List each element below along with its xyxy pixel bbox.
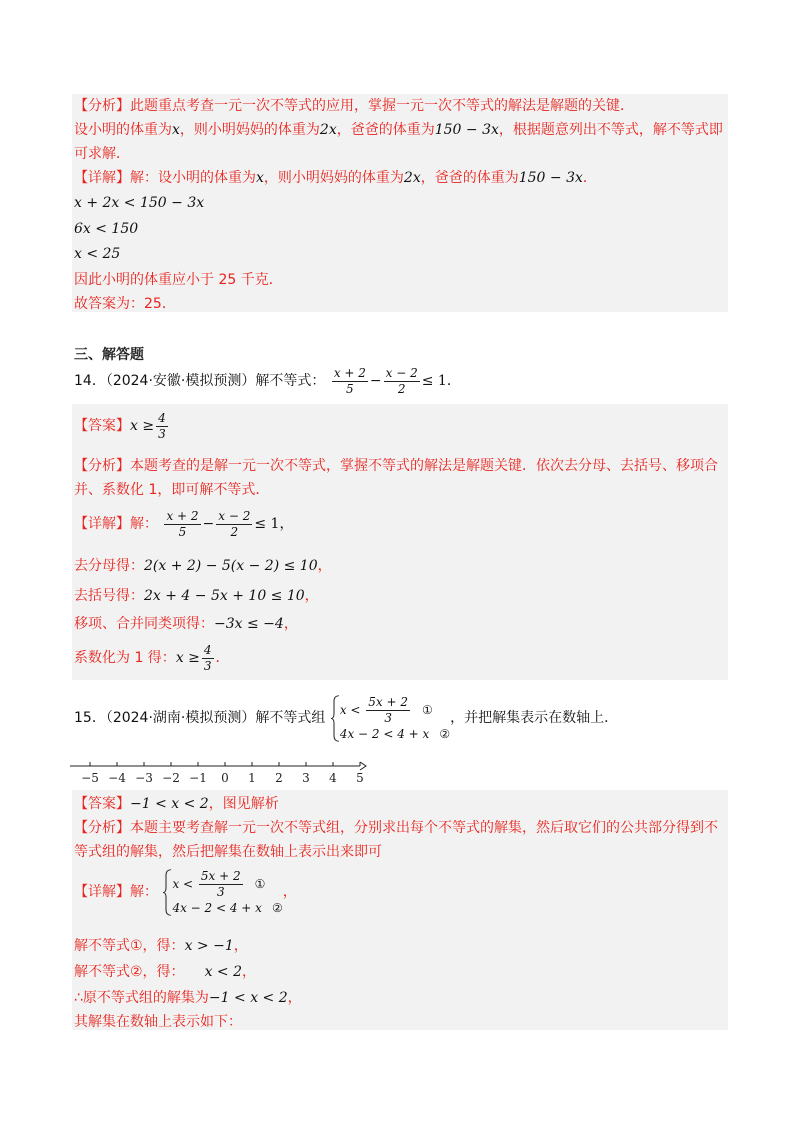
q13-detail-var-x: x: [256, 170, 264, 186]
q14-step4-num: 4: [203, 642, 212, 657]
q14-step2-comma: ，: [304, 588, 319, 604]
q14-detail-line: [74, 506, 293, 542]
q14-answer-tag: 【答案】: [74, 418, 130, 434]
q14-step4-den: 3: [203, 658, 212, 673]
q14-answer-frac: [156, 411, 168, 442]
q14-detail-prefix: 解：: [130, 516, 158, 532]
q15-sol1-expr: x > −1: [184, 938, 234, 954]
q14-frac2-den: 2: [397, 381, 406, 396]
q14-step-4: [74, 640, 230, 676]
q14-analysis-line-1: [74, 456, 718, 476]
q13-step-2: 6x < 150: [74, 221, 139, 237]
q13-step-1: x + 2x < 150 − 3x: [74, 195, 205, 211]
q14-step2-label: 去括号得：: [74, 588, 144, 604]
q14-prompt-frac-1: [332, 366, 368, 397]
q15-answer-tag: 【答案】: [74, 796, 130, 812]
q14-answer-den: 3: [158, 426, 166, 441]
q14-step4-frac: [202, 643, 214, 674]
q15-detail-ineq1-num: 5x + 2: [200, 868, 241, 883]
q13-detail-seg-a: 解：设小明的体重为: [130, 170, 256, 186]
q14-prompt: 解不等式：: [255, 373, 326, 389]
q14-answer-num: 4: [158, 410, 166, 425]
number-line-tick-label: −5: [81, 771, 99, 785]
q13-analysis-line-3: [74, 144, 130, 164]
q15-mark-1: ①: [422, 702, 433, 717]
q15-analysis-text: 本题主要考查解一元一次不等式组，分别求出每个不等式的解集，然后取它们的公共部分得到不: [130, 820, 718, 836]
q15-detail-ineq1-lhs: x <: [172, 876, 194, 891]
section-title: 三、解答题: [74, 347, 144, 363]
q15-ineq1-lhs: x <: [339, 702, 361, 717]
q14-end: ．: [446, 373, 461, 389]
q14-frac1-den: 5: [346, 381, 354, 396]
q14-step1-label: 去分母得：: [74, 558, 144, 574]
number-line-tick-label: 3: [302, 771, 310, 785]
q15-ineq1-den: 3: [384, 710, 392, 725]
q15-ineq-2: [340, 726, 450, 742]
q13-analysis-seg-e: 可求解．: [74, 146, 130, 162]
number-line-tick-label: 2: [275, 771, 283, 785]
q14-detail-frac2-num: x − 2: [218, 508, 251, 523]
q15-prompt: 解不等式组: [255, 710, 326, 726]
q13-analysis-seg-b: ，则小明妈妈的体重为: [179, 122, 320, 138]
q14-step-1: [74, 556, 332, 576]
q15-detail-ineq-1: [172, 869, 282, 900]
number-line: [68, 758, 368, 788]
number-line-ticks: [81, 762, 364, 785]
q15-detail-system: [162, 869, 282, 916]
q15-sol2-expr: x < 2: [204, 964, 242, 980]
q15-sol3-expr: −1 < x < 2: [208, 990, 288, 1006]
q14-prompt-frac-2: [384, 366, 420, 397]
q15-ineq1-num: 5x + 2: [368, 694, 409, 709]
q14-minus: −: [369, 373, 382, 389]
q14-analysis-text: 本题考查的是解一元一次不等式，掌握不等式的解法是解题关键．依次去分母、去括号、移项合: [130, 458, 718, 474]
q14-detail-minus: −: [202, 516, 215, 532]
number-line-tick-label: −2: [162, 771, 180, 785]
q15-detail-ineq-2: [172, 900, 282, 916]
q13-analysis-line-2: [74, 120, 723, 140]
q14-step1-expr: 2(x + 2) − 5(x − 2) ≤ 10: [144, 558, 318, 574]
axis-arrow-icon: [360, 762, 366, 770]
q15-detail-mark-2: ②: [271, 900, 283, 915]
q14-prompt-line: [74, 364, 461, 398]
q14-number: 14．: [74, 373, 106, 389]
q15-analysis-line-2: 等式组的解集，然后把解集在数轴上表示出来即可: [74, 844, 382, 860]
q13-detail-tag: 【详解】: [74, 170, 130, 186]
q15-answer-line: [74, 794, 279, 814]
q15-detail-ineq1-frac: [199, 869, 243, 900]
q13-analysis-line-1: [74, 96, 634, 116]
q13-detail-line: [74, 168, 597, 188]
q13-detail-seg-b: ，则小明妈妈的体重为: [263, 170, 404, 186]
q15-suffix: ，并把解集表示在数轴上．: [450, 710, 619, 726]
q14-step4-label: 系数化为 1 得：: [74, 650, 176, 666]
q14-analysis-tag: 【分析】: [74, 458, 130, 474]
brace-icon: [330, 695, 340, 742]
q15-analysis-line-1: [74, 818, 718, 838]
q13-conclusion: 因此小明的体重应小于 25 千克．: [74, 272, 283, 288]
q15-detail-line: [74, 862, 297, 922]
q15-sol-2: [74, 962, 256, 982]
q14-step1-comma: ，: [317, 558, 332, 574]
q14-detail-frac1-den: 5: [178, 524, 187, 539]
q13-detail-seg-d: ．: [582, 170, 597, 186]
number-line-tick-label: 1: [248, 771, 256, 785]
q15-detail-mark-1: ①: [254, 876, 266, 891]
q15-sol2-comma: ，: [242, 964, 256, 980]
q14-step3-expr: −3x ≤ −4: [214, 616, 284, 632]
q15-source: （2024·湖南·模拟预测）: [105, 710, 256, 726]
q14-step4-end: ．: [215, 650, 230, 666]
q15-sol3-label: ∴原不等式组的解集为: [74, 990, 209, 1006]
q14-step4-lhs: x ≥: [175, 650, 200, 666]
q15-sol3-comma: ，: [287, 990, 302, 1006]
q15-number: 15．: [74, 710, 106, 726]
q15-detail-tag: 【详解】: [74, 884, 130, 900]
q14-step-2: [74, 586, 319, 606]
q14-answer-lhs: x ≥: [130, 418, 155, 434]
number-line-tick-label: 0: [221, 771, 229, 785]
q14-step-3: [74, 614, 298, 634]
q14-analysis-line-2: 并、系数化 1，即可解不等式．: [74, 482, 270, 498]
q15-sol1-label: 解不等式①，得：: [74, 938, 185, 954]
q15-answer-expr: −1 < x < 2: [130, 796, 209, 812]
q13-answer-line: 故答案为：25．: [74, 296, 176, 312]
q15-ineq2-expr: 4x − 2 < 4 + x: [339, 726, 430, 741]
q14-detail-tag: 【详解】: [74, 516, 130, 532]
q15-sol-4: 其解集在数轴上表示如下：: [74, 1014, 242, 1030]
q14-answer-line: [74, 408, 170, 444]
q15-detail-prefix: 解：: [130, 884, 158, 900]
q15-ineq-1: [340, 695, 450, 726]
q14-step3-label: 移项、合并同类项得：: [74, 616, 214, 632]
q15-ineq1-frac: [366, 695, 410, 726]
number-line-tick-label: 4: [329, 771, 337, 785]
q15-analysis-tag: 【分析】: [74, 820, 130, 836]
number-line-tick-label: −1: [189, 771, 207, 785]
q15-answer-suffix: ，图见解析: [208, 796, 279, 812]
q15-sol-1: [74, 936, 248, 956]
q14-detail-rel: ≤ 1，: [254, 516, 294, 532]
q13-expr-2x: 2x: [319, 122, 337, 138]
q15-detail-ineq2-expr: 4x − 2 < 4 + x: [172, 900, 262, 915]
q13-analysis-seg-c: ，爸爸的体重为: [336, 122, 435, 138]
q13-analysis-text: 此题重点考查一元一次不等式的应用，掌握一元一次不等式的解法是解题的关键．: [130, 98, 634, 114]
q14-detail-frac1-num: x + 2: [166, 508, 199, 523]
q14-frac1-num: x + 2: [333, 365, 366, 380]
q13-var-x: x: [172, 122, 180, 138]
q14-source: （2024·安徽·模拟预测）: [105, 373, 256, 389]
q14-detail-frac-1: [164, 509, 200, 540]
brace-icon: [162, 869, 172, 916]
q15-sol-3: [74, 988, 302, 1008]
q14-detail-frac-2: [216, 509, 252, 540]
q14-rel: ≤ 1: [421, 373, 447, 389]
number-line-tick-label: −4: [108, 771, 126, 785]
q15-mark-2: ②: [439, 726, 451, 741]
q13-analysis-seg-a: 设小明的体重为: [74, 122, 172, 138]
number-line-tick-label: −3: [135, 771, 153, 785]
q13-detail-seg-c: ，爸爸的体重为: [420, 170, 519, 186]
q14-solution-box: [72, 404, 728, 680]
q14-frac2-num: x − 2: [385, 365, 418, 380]
q13-analysis-seg-d: ，根据题意列出不等式，解不等式即: [498, 122, 723, 138]
q14-detail-frac2-den: 2: [230, 524, 239, 539]
q15-detail-ineq1-den: 3: [216, 884, 225, 899]
q15-detail-comma: ，: [282, 884, 297, 900]
q13-detail-expr-150: 150 − 3x: [518, 170, 583, 186]
q14-step2-expr: 2x + 4 − 5x + 10 ≤ 10: [144, 588, 305, 604]
q13-step-3: x < 25: [74, 246, 121, 262]
q15-sol2-label: 解不等式②，得：: [74, 964, 185, 980]
q13-expr-150: 150 − 3x: [434, 122, 499, 138]
q13-detail-expr-2x: 2x: [403, 170, 421, 186]
q13-analysis-tag: 【分析】: [74, 98, 130, 114]
q15-system: [330, 695, 450, 742]
number-line-tick-label: 5: [356, 771, 364, 785]
q14-step3-comma: ，: [283, 616, 298, 632]
q15-sol1-comma: ，: [233, 938, 248, 954]
q15-prompt-line: [74, 690, 618, 746]
